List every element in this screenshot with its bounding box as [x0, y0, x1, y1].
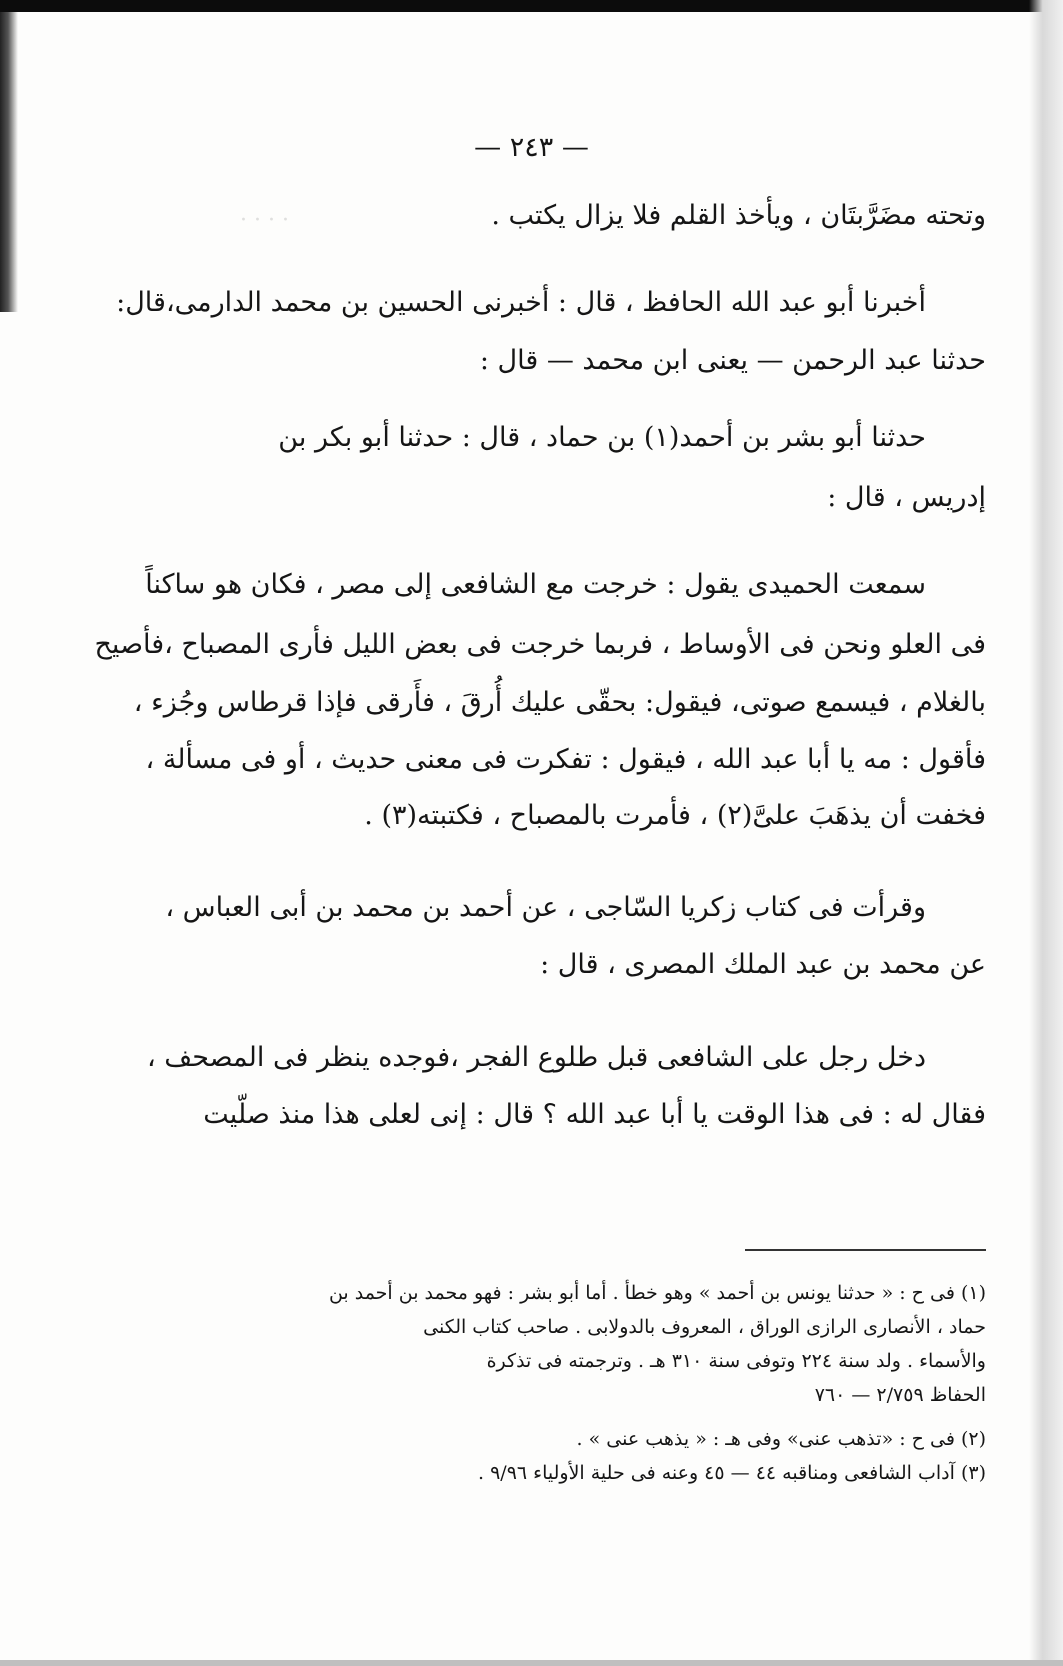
scan-right-edge: [1029, 0, 1063, 1666]
text-line: حدثنا عبد الرحمن — يعنى ابن محمد — قال :: [479, 345, 986, 376]
footnote-line: (٢) فى ح : «تذهب عنى» وفى هـ : « يذهب عنى » .: [576, 1428, 986, 1450]
footnote-line: (١) فى ح : « حدثنا يونس بن أحمد » وهو خطأ . أما أبو بشر : فهو محمد بن أحمد بن: [328, 1282, 986, 1304]
text-line: فقال له : فى هذا الوقت يا أبا عبد الله ؟ قال : إنى لعلى هذا منذ صلّيت: [203, 1099, 986, 1130]
text-line: فى العلو ونحن فى الأوساط ، فربما خرجت فى بعض الليل فأرى المصباح ،فأصيح: [94, 629, 986, 660]
text-line: حدثنا أبو بشر بن أحمد(١) بن حماد ، قال : حدثنا أبو بكر بن: [278, 422, 926, 453]
footnote-line: والأسماء . ولد سنة ٢٢٤ وتوفى سنة ٣١٠ هـ . وترجمته فى تذكرة: [486, 1350, 986, 1372]
footnote-line: الحفاظ ٢/٧٥٩ — ٧٦٠: [814, 1384, 986, 1406]
footnote-line: حماد ، الأنصارى الرازى الوراق ، المعروف بالدولابى . صاحب كتاب الكنى: [423, 1316, 986, 1338]
text-line: عن محمد بن عبد الملك المصرى ، قال :: [540, 949, 986, 980]
text-line: فأقول : مه يا أبا عبد الله ، فيقول : تفكرت فى معنى حديث ، أو فى مسألة ،: [145, 744, 986, 775]
text-line: دخل رجل على الشافعى قبل طلوع الفجر ،فوجده ينظر فى المصحف ،: [146, 1042, 926, 1073]
footnote-line: (٣) آداب الشافعى ومناقبه ٤٤ — ٤٥ وعنه فى حلية الأولياء ٩/٩٦ .: [478, 1462, 986, 1484]
footnote-separator: [745, 1249, 986, 1251]
bleed-through-text: · · · ·: [240, 208, 289, 233]
page-number: — ٢٤٣ —: [474, 132, 589, 163]
text-line: وقرأت فى كتاب زكريا السّاجى ، عن أحمد بن محمد بن أبى العباس ،: [165, 892, 926, 923]
text-line: سمعت الحميدى يقول : خرجت مع الشافعى إلى مصر ، فكان هو ساكناً: [145, 569, 926, 600]
text-line: وتحته مضَرَّبتَان ، ويأخذ القلم فلا يزال يكتب .: [491, 200, 986, 231]
scan-top-edge: [0, 0, 1063, 12]
text-line: إدريس ، قال :: [827, 482, 986, 513]
text-line: أخبرنا أبو عبد الله الحافظ ، قال : أخبرنى الحسين بن محمد الدارمى،قال:: [116, 287, 926, 318]
text-line: فخفت أن يذهَبَ علىَّ(٢) ، فأمرت بالمصباح ، فكتبته(٣) .: [364, 800, 986, 831]
scan-bottom-edge: [0, 1660, 1063, 1666]
text-line: بالغلام ، فيسمع صوتى، فيقول: بحقّى عليك أُرقَ ، فأَرقى فإذا قرطاس وجُزء ،: [133, 687, 986, 718]
